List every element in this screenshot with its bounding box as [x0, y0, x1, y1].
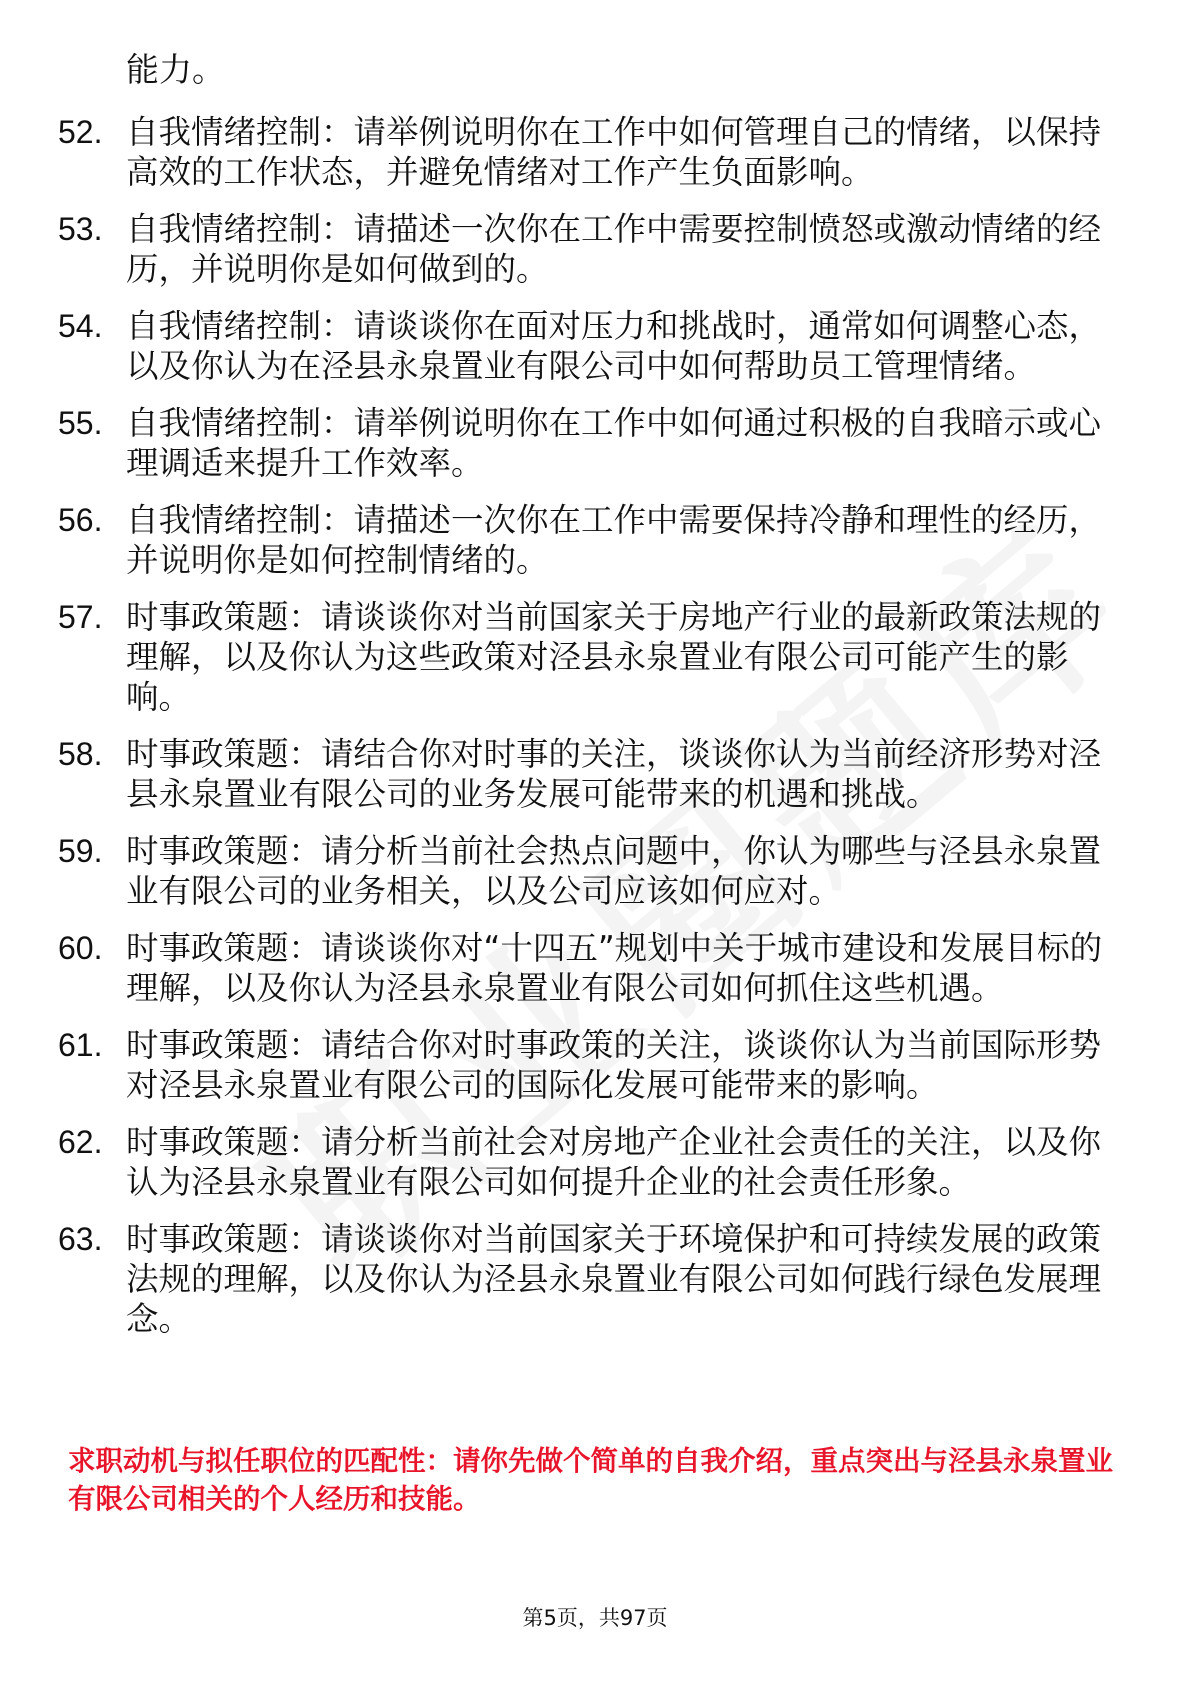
question-number: 52. [58, 114, 103, 150]
question-text: 时事政策题：请谈谈你对当前国家关于环境保护和可持续发展的政策法规的理解，以及你认为泾县永泉置业有限公司如何践行绿色发展理念。 [126, 1220, 1102, 1338]
question-item [58, 112, 1118, 192]
question-text: 自我情绪控制：请描述一次你在工作中需要控制愤怒或激动情绪的经历，并说明你是如何做到的。 [126, 210, 1102, 288]
question-item [58, 831, 1118, 911]
question-number: 63. [58, 1221, 103, 1257]
highlighted-question: 求职动机与拟任职位的匹配性：请你先做个简单的自我介绍，重点突出与泾县永泉置业有限公司相关的个人经历和技能。 [68, 1445, 1113, 1515]
question-number: 59. [58, 833, 103, 869]
question-text: 时事政策题：请结合你对时事政策的关注，谈谈你认为当前国际形势对泾县永泉置业有限公司的国际化发展可能带来的影响。 [126, 1026, 1102, 1104]
question-text: 自我情绪控制：请描述一次你在工作中需要保持冷静和理性的经历，并说明你是如何控制情绪的。 [126, 501, 1102, 579]
question-text: 时事政策题：请分析当前社会对房地产企业社会责任的关注，以及你认为泾县永泉置业有限公司如何提升企业的社会责任形象。 [126, 1123, 1102, 1201]
question-item [58, 1122, 1118, 1202]
continued-text: 能力。 [126, 50, 225, 89]
question-number: 53. [58, 211, 103, 247]
question-text: 时事政策题：请分析当前社会热点问题中，你认为哪些与泾县永泉置业有限公司的业务相关，以及公司应该如何应对。 [126, 832, 1102, 910]
question-text: 时事政策题：请结合你对时事的关注，谈谈你认为当前经济形势对泾县永泉置业有限公司的业务发展可能带来的机遇和挑战。 [126, 735, 1102, 813]
page-footer: 第5页，共97页 [522, 1606, 668, 1630]
question-item [58, 734, 1118, 814]
question-text: 自我情绪控制：请举例说明你在工作中如何通过积极的自我暗示或心理调适来提升工作效率。 [126, 404, 1102, 482]
question-number: 60. [58, 930, 103, 966]
question-item [58, 500, 1118, 580]
question-item [58, 306, 1118, 386]
question-item [58, 1025, 1118, 1105]
question-text: 自我情绪控制：请举例说明你在工作中如何管理自己的情绪，以保持高效的工作状态，并避免情绪对工作产生负面影响。 [126, 113, 1102, 191]
question-text: 时事政策题：请谈谈你对当前国家关于房地产行业的最新政策法规的理解，以及你认为这些政策对泾县永泉置业有限公司可能产生的影响。 [126, 598, 1102, 716]
question-number: 56. [58, 502, 103, 538]
question-text: 自我情绪控制：请谈谈你在面对压力和挑战时，通常如何调整心态，以及你认为在泾县永泉置业有限公司中如何帮助员工管理情绪。 [126, 307, 1102, 385]
question-number: 55. [58, 405, 103, 441]
question-item [58, 928, 1118, 1008]
question-item [58, 597, 1118, 717]
question-list [58, 112, 1118, 1356]
question-number: 54. [58, 308, 103, 344]
question-item [58, 403, 1118, 483]
question-item [58, 1219, 1118, 1339]
question-number: 62. [58, 1124, 103, 1160]
question-text: 时事政策题：请谈谈你对“十四五”规划中关于城市建设和发展目标的理解，以及你认为泾县永泉置业有限公司如何抓住这些机遇。 [126, 929, 1103, 1007]
question-item [58, 209, 1118, 289]
question-number: 58. [58, 736, 103, 772]
question-number: 57. [58, 599, 103, 635]
question-number: 61. [58, 1027, 103, 1063]
